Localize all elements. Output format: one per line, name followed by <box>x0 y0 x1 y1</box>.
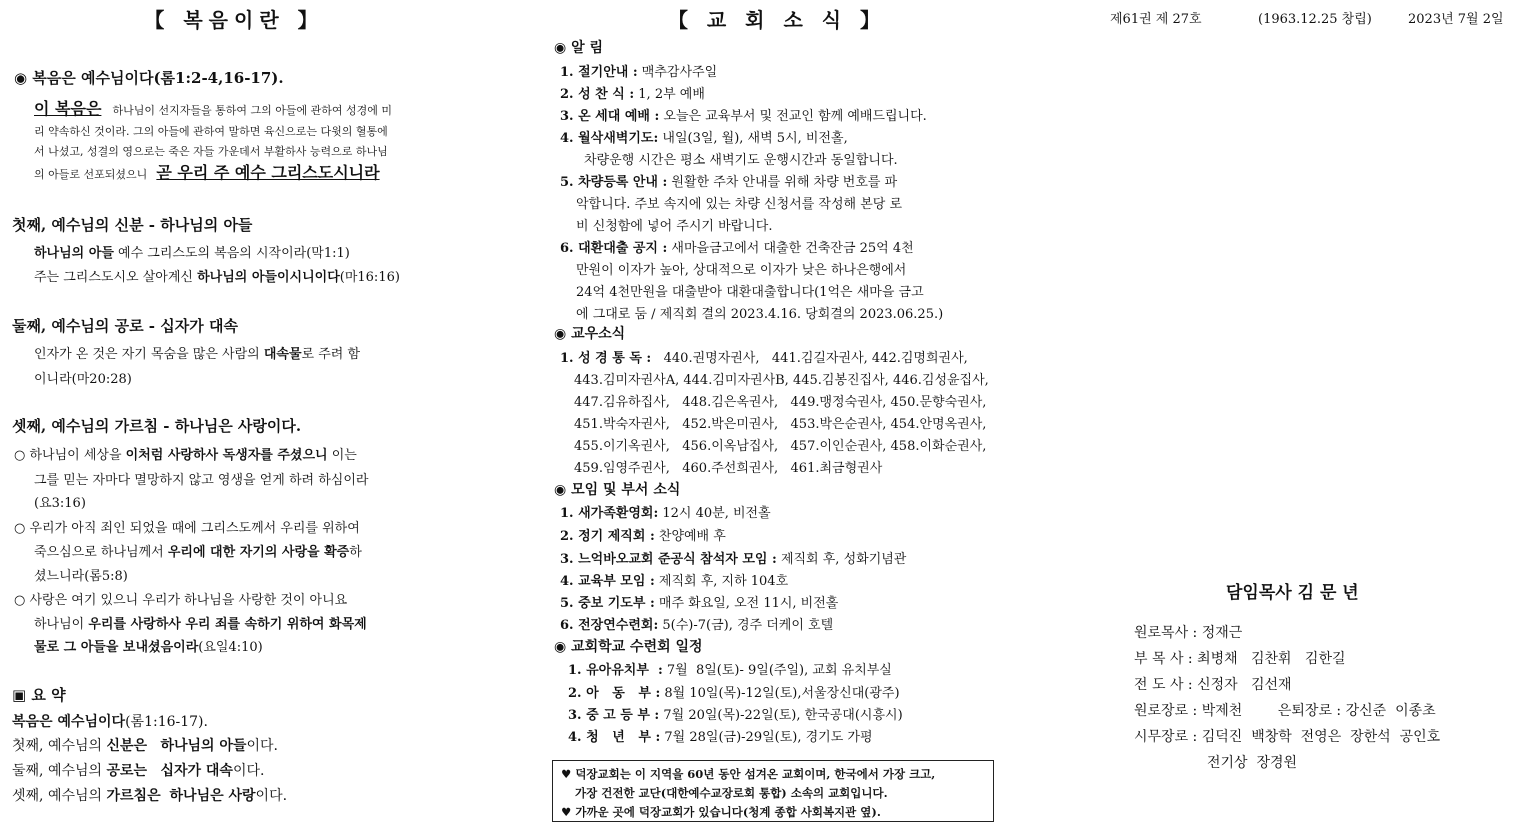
sec4-heading: 셋째, 예수님의 가르침 - 하나님은 사랑이다. <box>12 417 302 435</box>
meeting-text: 매주 화요일, 오전 11시, 비전홀 <box>654 596 839 611</box>
meeting-text: 12시 40분, 비전홀 <box>658 506 771 521</box>
founded-date: (1963.12.25 창립) <box>1258 12 1372 27</box>
bulletin-date: 2023년 7월 2일 <box>1408 12 1504 27</box>
notice-text: 에 그대로 둠 / 제직회 결의 2023.4.16. 당회결의 2023.06.25.) <box>576 307 944 322</box>
notice-text: 1, 2부 예배 <box>634 87 705 102</box>
summary-text: (롬1:16-17). <box>125 714 208 730</box>
school-label: 2. 아 동 부 : <box>568 686 661 701</box>
sec4-text: ○ 우리가 아직 죄인 되었을 때에 그리스도께서 우리를 위하여 <box>14 521 360 536</box>
news-title: 【 교 회 소 식 】 <box>667 8 887 32</box>
staff-names: 최병채 김찬휘 김한길 <box>1192 651 1346 667</box>
notice-text: 새마을금고에서 대출한 건축잔금 25억 4천 <box>667 241 914 256</box>
staff-names: 전기상 장경원 <box>1207 755 1298 771</box>
staff-names: 정재근 <box>1197 625 1243 641</box>
notice-text: 비 신청함에 넣어 주시기 바랍니다. <box>576 219 773 234</box>
sec3-bold: 대속물 <box>263 347 302 362</box>
staff-label: 원로목사 : <box>1134 625 1198 641</box>
sec4-text: 그를 믿는 자마다 멸망하지 않고 영생을 얻게 하려 하심이라 <box>34 473 369 488</box>
sec4-text: 이는 <box>327 448 357 463</box>
meetings-heading: ◉ 모임 및 부서 소식 <box>554 482 681 498</box>
sec4-text: 죽으심으로 하나님께서 <box>34 545 168 560</box>
staff-names: 김덕진 백창학 전영은 장한석 공인호 <box>1197 729 1441 745</box>
summary-text: 둘째, 예수님의 <box>12 763 107 779</box>
staff-names: 박제천 은퇴장로 : 강신준 이종초 <box>1197 703 1436 719</box>
staff-names: 신정자 김선재 <box>1192 677 1292 693</box>
sec3-text: 이니라(마20:28) <box>34 372 132 387</box>
sec3-heading: 둘째, 예수님의 공로 - 십자가 대속 <box>12 317 238 335</box>
summary-text: 셋째, 예수님의 <box>12 788 107 804</box>
summary-bold: 가르침은 <box>106 788 161 804</box>
gospel-title: 【 복음이란 】 <box>144 8 324 32</box>
school-label: 1. 유아유치부 : <box>568 663 663 678</box>
notice-box-line: 가장 건전한 교단(대한예수교장로회 통합) 소속의 교회입니다. <box>575 786 888 800</box>
members-text: 443.김미자권사A, 444.김미자권사B, 445.김봉진집사, 446.김성윤집사, <box>574 373 989 388</box>
summary-bold: 공로는 <box>106 763 148 779</box>
summary-bold: 하나님은 사랑 <box>169 788 256 804</box>
sec2-heading: 첫째, 예수님의 신분 - 하나님의 아들 <box>12 216 253 234</box>
school-text: 7월 28일(금)-29일(토), 경기도 가평 <box>660 730 873 745</box>
members-text: 447.김유하집사, 448.김은옥권사, 449.맹정숙권사, 450.문향숙권사, <box>574 395 987 410</box>
staff-label: 시무장로 : <box>1134 729 1198 745</box>
sec4-text: 하나님이 <box>34 617 89 632</box>
summary-gap <box>147 763 160 779</box>
notice-label: 6. 대환대출 공지 : <box>560 241 668 256</box>
sec4-bold: 우리를 사랑하사 우리 죄를 속하기 위하여 화목제 <box>88 617 367 632</box>
sec1-line: 의 아들로 선포되셨으니 <box>34 168 148 181</box>
staff-label: 전 도 사 : <box>1134 677 1193 693</box>
sec2-text: 예수 그리스도의 복음의 시작이라(막1:1) <box>113 246 350 261</box>
notice-text: 24억 4천만원을 대출받아 대환대출합니다(1억은 새마을 금고 <box>576 285 924 300</box>
meeting-text: 제직회 후, 성화기념관 <box>776 552 907 567</box>
sec4-bold: 이처럼 사랑하사 독생자를 주셨으니 <box>125 448 328 463</box>
sec2-ref: (마16:16) <box>339 270 400 285</box>
staff-label: 원로장로 : <box>1134 703 1198 719</box>
meeting-text: 제직회 후, 지하 104호 <box>654 574 789 589</box>
sec4-text: ○ 사랑은 여기 있으니 우리가 하나님을 사랑한 것이 아니요 <box>14 593 348 608</box>
staff-label: 부 목 사 : <box>1134 651 1193 667</box>
sec4-text: 셨느니라(롬5:8) <box>34 569 128 584</box>
notice-label: 5. 차량등록 안내 : <box>560 175 668 190</box>
meeting-label: 3. 느억바오교회 준공식 참석자 모임 : <box>560 552 777 567</box>
notice-text: 오늘은 교육부서 및 전교인 함께 예배드립니다. <box>659 109 927 124</box>
sec1-line: 서 나셨고, 성결의 영으로는 죽은 자들 가운데서 부활하사 능력으로 하나님 <box>34 145 388 158</box>
meeting-text: 5(수)-7(금), 경주 더케이 호텔 <box>658 618 834 633</box>
sec1-line: 리 약속하신 것이라. 그의 아들에 관하여 말하면 육신으로는 다윗의 혈통에 <box>34 125 388 138</box>
school-heading: ◉ 교회학교 수련회 일정 <box>554 639 703 655</box>
sec1-heading: ◉ 복음은 예수님이다(롬1:2-4,16-17). <box>14 69 284 87</box>
notice-box-line: ♥ 덕장교회는 이 지역을 60년 동안 섬겨온 교회이며, 한국에서 가장 크고, <box>561 767 936 781</box>
sec2-bold: 하나님의 아들 <box>34 246 114 261</box>
summary-bold: 십자가 대속 <box>160 763 233 779</box>
meeting-label: 1. 새가족환영회: <box>560 506 659 521</box>
sec1-tail: 곧 우리 주 예수 그리스도시니라 <box>156 163 380 182</box>
summary-gap <box>147 738 160 754</box>
notice-text: 차량운행 시간은 평소 새벽기도 운행시간과 동일합니다. <box>584 153 898 168</box>
summary-text: 첫째, 예수님의 <box>12 738 107 754</box>
school-text: 7월 8일(토)- 9일(주일), 교회 유치부실 <box>662 663 892 678</box>
members-text: 451.박숙자권사, 452.박은미권사, 453.박은순권사, 454.안명옥권사, <box>574 417 987 432</box>
sec4-bold: 물로 그 아들을 보내셨음이라 <box>34 640 199 655</box>
meeting-label: 4. 교육부 모임 : <box>560 574 655 589</box>
notice-box-line: ♥ 가까운 곳에 덕장교회가 있습니다(청계 종합 사회복지관 옆). <box>561 805 881 819</box>
notice-text: 악합니다. 주보 속지에 있는 차량 신청서를 작성해 본당 로 <box>576 197 903 212</box>
sec2-text: 주는 그리스도시오 살아계신 <box>34 270 198 285</box>
school-text: 8월 10일(목)-12일(토),서울장신대(광주) <box>660 686 900 701</box>
senior-pastor: 담임목사 김 문 년 <box>1226 583 1359 603</box>
summary-text: 이다. <box>232 763 265 779</box>
members-text: 459.임영주권사, 460.주선희권사, 461.최금형권사 <box>574 461 883 476</box>
members-text: 455.이기옥권사, 456.이옥남집사, 457.이인순권사, 458.이화순권사, <box>574 439 987 454</box>
sec3-text: 인자가 온 것은 자기 목숨을 많은 사람의 <box>34 347 264 362</box>
meeting-text: 찬양예배 후 <box>654 529 726 544</box>
notice-label: 2. 성 찬 식 : <box>560 87 635 102</box>
notice-text: 내일(3일, 월), 새벽 5시, 비전홀, <box>658 131 848 146</box>
sec2-bold: 하나님의 아들이시니이다 <box>197 270 340 285</box>
school-text: 7월 20일(목)-22일(토), 한국공대(시흥시) <box>659 708 903 723</box>
sec4-text: ○ 하나님이 세상을 <box>14 448 126 463</box>
meeting-label: 5. 중보 기도부 : <box>560 596 655 611</box>
church-notice-box <box>552 760 994 822</box>
issue-number: 제61권 제 27호 <box>1110 12 1202 27</box>
meeting-label: 6. 전장연수련회: <box>560 618 659 633</box>
summary-bold: 복음은 예수님이다 <box>12 714 126 730</box>
summary-text: 이다. <box>246 738 278 754</box>
school-label: 3. 중 고 등 부 : <box>568 708 660 723</box>
sec4-text: 하 <box>349 545 362 560</box>
sec4-bold: 우리에 대한 자기의 사랑을 확증 <box>167 545 350 560</box>
notice-text: 맥추감사주일 <box>637 65 718 80</box>
sec4-ref: (요일4:10) <box>198 640 263 655</box>
notice-text: 원활한 주차 안내를 위해 차량 번호를 파 <box>667 175 898 190</box>
sec1-lead: 이 복음은 <box>34 99 102 118</box>
sec1-line: 하나님이 선지자들을 통하여 그의 아들에 관하여 성경에 미 <box>112 104 392 117</box>
summary-heading: ▣ 요 약 <box>12 686 66 704</box>
summary-text: 이다. <box>255 788 288 804</box>
members-text: 440.권명자권사, 441.김길자권사, 442.김명희권사, <box>651 351 968 366</box>
summary-gap <box>161 788 170 804</box>
notice-heading: ◉ 알 림 <box>554 40 604 56</box>
sec3-text: 로 주려 함 <box>301 347 361 362</box>
members-heading: ◉ 교우소식 <box>554 326 626 342</box>
notice-label: 3. 온 세대 예배 : <box>560 109 660 124</box>
summary-bold: 신분은 <box>106 738 148 754</box>
notice-text: 만원이 이자가 높아, 상대적으로 이자가 낮은 하나은행에서 <box>576 263 907 278</box>
notice-label: 4. 월삭새벽기도: <box>560 131 659 146</box>
summary-bold: 하나님의 아들 <box>160 738 247 754</box>
notice-label: 1. 절기안내 : <box>560 65 638 80</box>
sec4-ref: (요3:16) <box>34 496 86 511</box>
meeting-label: 2. 정기 제직회 : <box>560 529 655 544</box>
school-label: 4. 청 년 부 : <box>568 730 661 745</box>
members-label: 1. 성 경 통 독 : <box>560 351 652 366</box>
